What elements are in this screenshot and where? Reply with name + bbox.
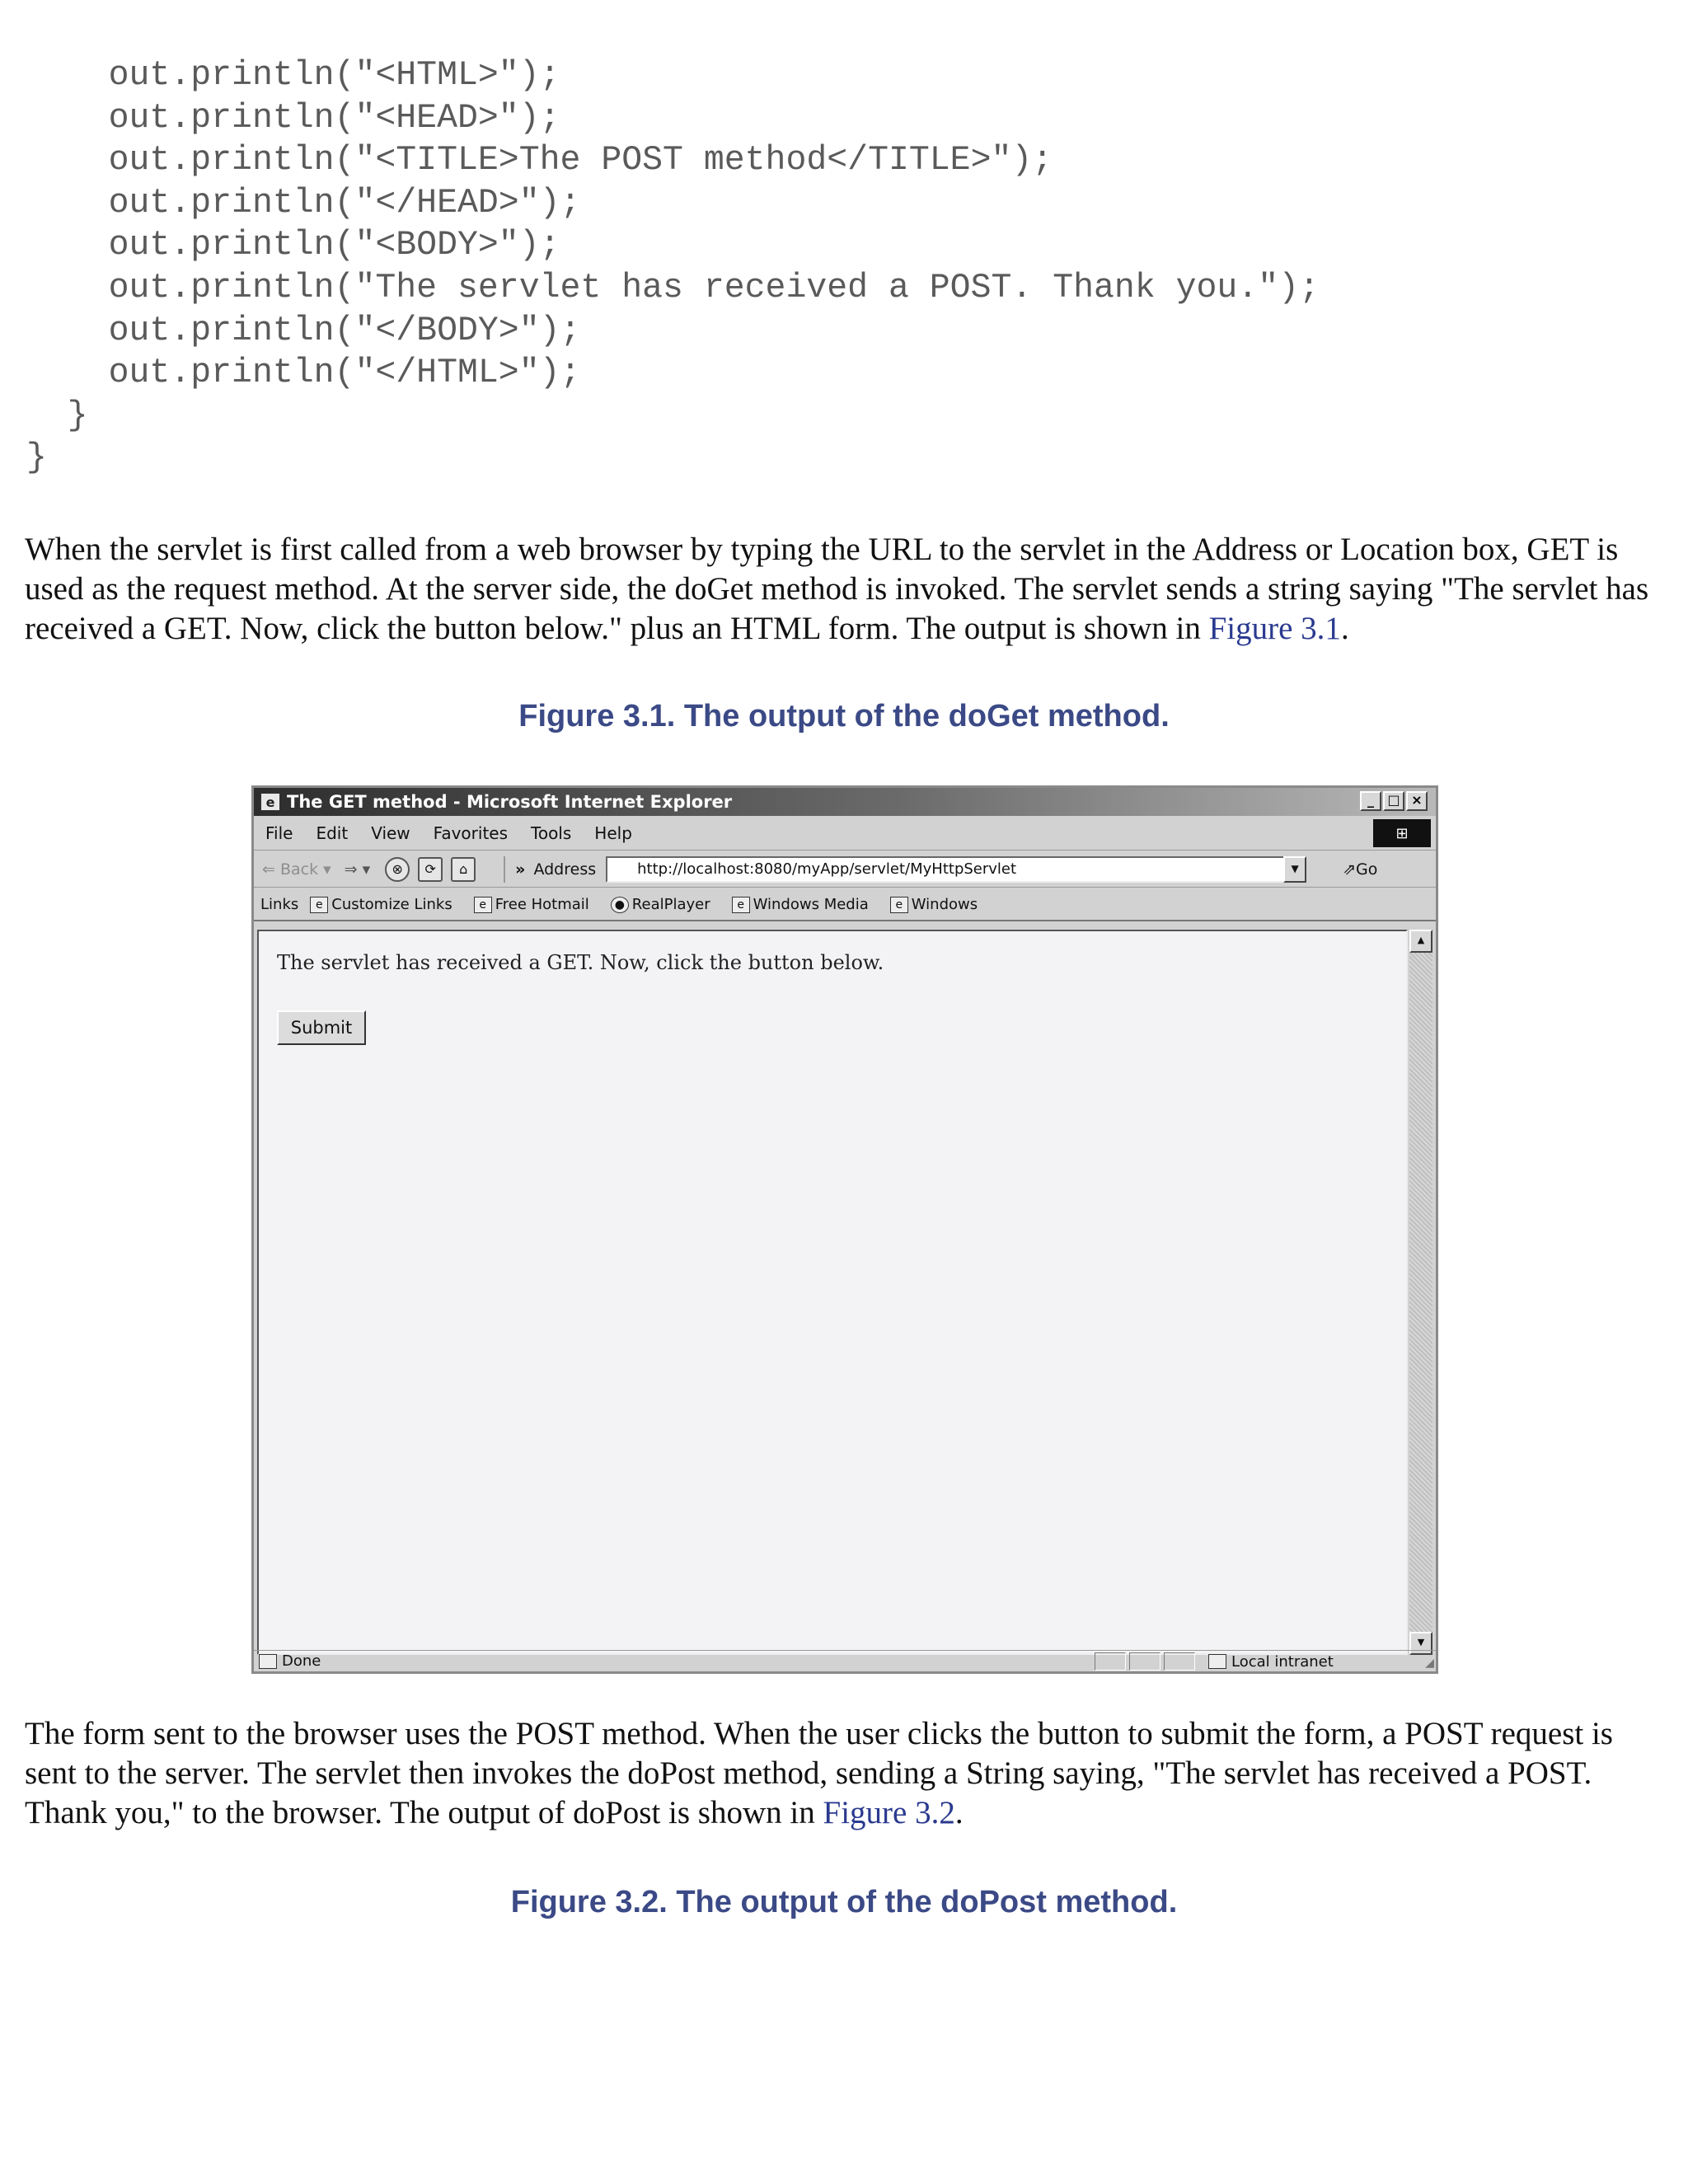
link-label: RealPlayer [631,895,710,913]
code-line: out.println("</HEAD>"); [26,183,581,223]
link-customize-links[interactable] [310,896,452,913]
navigation-toolbar [254,851,1436,888]
code-line: out.println("</HTML>"); [26,354,581,393]
code-line: out.println("<BODY>"); [26,226,560,265]
paragraph-text: The form sent to the browser uses the POST method. When the user clicks the button to submit the form, a POST request is sent to the server. The servlet then invokes the doPost method, sending a String saying, "The servlet has received a POST. Thank you," to the browser. The output of doPost is shown in [25,1716,1613,1830]
code-line: out.println("The servlet has received a POST. Thank you."); [26,268,1320,307]
link-free-hotmail[interactable] [474,896,589,913]
realplayer-icon: ● [611,897,629,913]
code-line: out.println("<HTML>"); [26,56,560,95]
toolbar-divider [504,856,505,883]
home-icon[interactable]: ⌂ [451,857,476,882]
vertical-scrollbar[interactable] [1409,930,1432,1655]
menu-tools[interactable]: Tools [531,823,572,843]
page-icon: e [474,897,492,913]
scroll-up-icon[interactable]: ▲ [1409,930,1432,953]
page-content-area [257,930,1408,1655]
forward-button[interactable]: ⇒ ▾ [344,860,371,879]
menu-help[interactable]: Help [594,823,632,843]
page-icon: e [310,897,328,913]
ie-window-figure [251,785,1438,1674]
figure-3-1-caption: Figure 3.1. The output of the doGet method. [518,699,1170,733]
resize-grip-icon[interactable]: ◢ [1425,1657,1434,1670]
paragraph-dopost [25,1714,1669,1833]
window-title: The GET method - Microsoft Internet Explorer [287,792,733,812]
status-text: Done [282,1652,321,1670]
figure-3-1-link[interactable]: Figure 3.1 [1208,611,1341,646]
links-label: Links [260,895,299,913]
link-label: Customize Links [331,895,452,913]
link-label: Windows [911,895,978,913]
code-line: out.println("<TITLE>The POST method</TITLE>"); [26,141,1053,180]
paragraph-end: . [1340,611,1349,646]
menu-view[interactable]: View [371,823,410,843]
paragraph-text: When the servlet is first called from a web browser by typing the URL to the servlet in the Address or Location box, GET is used as the request method. At the server side, the doGet method is invoked. The servlet sends a string saying "The servlet has received a GET. Now, click the button below." plus an HTML form. The output is shown in [25,532,1649,646]
intranet-icon [1208,1654,1226,1669]
status-pane [1164,1652,1195,1671]
link-label: Windows Media [753,895,869,913]
refresh-icon[interactable]: ⟳ [418,857,443,882]
back-button[interactable]: ⇐ Back ▾ [262,860,331,879]
maximize-button[interactable]: □ [1383,791,1404,811]
page-icon: e [732,897,750,913]
menu-edit[interactable]: Edit [316,823,349,843]
page-done-icon [259,1654,277,1669]
link-label: Free Hotmail [495,895,589,913]
links-bar [254,888,1436,921]
close-button[interactable]: × [1406,791,1428,811]
stop-icon[interactable]: ⊗ [385,857,410,882]
menu-bar [254,816,1436,851]
paragraph-doget [25,530,1669,649]
status-pane [1129,1652,1160,1671]
toolbar-chevron-icon[interactable]: » [515,860,526,879]
code-line: out.println("</BODY>"); [26,311,581,350]
paragraph-end: . [954,1795,964,1830]
link-windows-media[interactable] [732,896,869,913]
minimize-button[interactable]: _ [1360,791,1381,811]
window-controls [1360,791,1428,811]
address-value: http://localhost:8080/myApp/servlet/MyHttpServlet [637,860,1017,878]
window-titlebar [254,788,1436,816]
status-panes [1095,1652,1195,1671]
zone-text: Local intranet [1231,1652,1334,1671]
status-pane [1095,1652,1126,1671]
status-bar [254,1650,1436,1671]
code-listing [26,54,1320,480]
link-windows[interactable] [890,896,978,913]
security-zone [1208,1651,1334,1672]
address-input[interactable] [606,856,1306,883]
submit-button[interactable]: Submit [277,1010,366,1045]
servlet-get-message: The servlet has received a GET. Now, click the button below. [277,951,884,974]
windows-logo-icon: ⊞ [1373,819,1431,847]
code-line: out.println("<HEAD>"); [26,98,560,138]
address-dropdown-icon[interactable]: ▼ [1283,856,1306,883]
go-button[interactable]: ⇗Go [1343,860,1378,879]
page-icon: e [890,897,908,913]
code-line: } [26,396,88,435]
menu-favorites[interactable]: Favorites [433,823,509,843]
menu-file[interactable]: File [265,823,293,843]
address-label: Address [533,860,597,879]
link-realplayer[interactable] [611,896,710,913]
code-line: } [26,438,47,478]
figure-3-2-caption: Figure 3.2. The output of the doPost method. [510,1885,1178,1919]
scroll-down-icon[interactable]: ▼ [1409,1632,1432,1655]
figure-3-2-link[interactable]: Figure 3.2 [823,1795,955,1830]
ie-logo-icon: e [260,793,280,811]
